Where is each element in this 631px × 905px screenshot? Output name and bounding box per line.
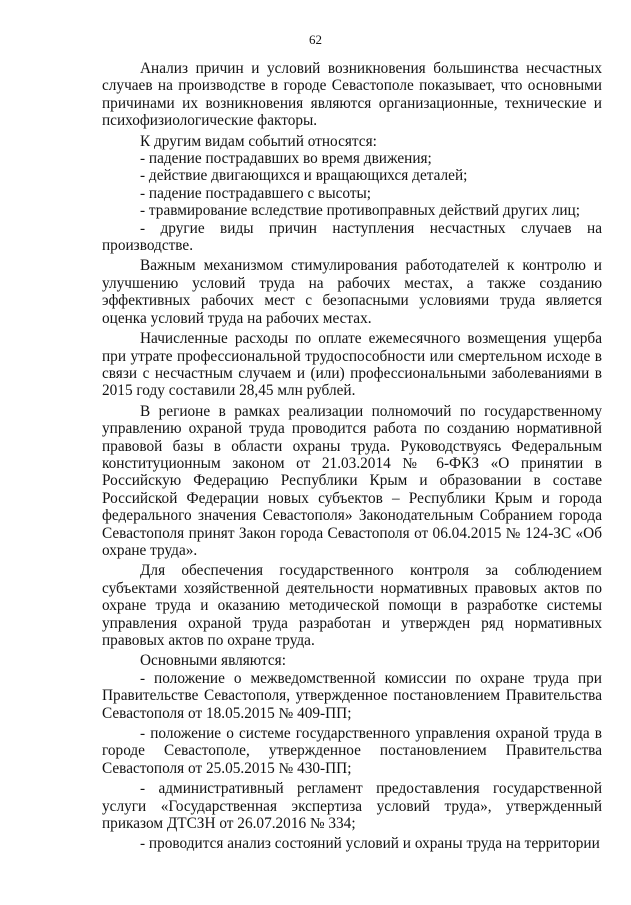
page-number: 62 <box>309 32 322 47</box>
list-item: - административный регламент предоставления государственной услуги «Государственная экспертиза условий труда», утвержденный приказом ДТСЗН от 26.07.2016 № 334; <box>102 780 602 833</box>
paragraph: Основными являются: <box>140 652 286 670</box>
list-item: - действие двигающихся и вращающихся деталей; <box>140 167 468 185</box>
document-body <box>102 60 602 853</box>
paragraph: В регионе в рамках реализации полномочий по государственному управлению охраной труда проводится работа по созданию нормативной правовой базы в области охраны труда. Руководствуясь Федеральным конституционным законом от 21.03.2014 № 6-ФКЗ «О принятии в Российскую Федерацию Республики Крым и образовании в составе Российской Федерации новых субъектов – Республики Крым и города федерального значения Севастополя» Законодательным Собранием города Севастополя принят Закон города Севастополя от 06.04.2015 № 124-ЗС «Об охране труда». <box>102 402 602 559</box>
paragraph: Анализ причин и условий возникновения большинства несчастных случаев на производстве в городе Севастополе показывает, что основными причинами их возникновения являются организационные, технические и психофизиологические факторы. <box>102 60 602 130</box>
list-item: - другие виды причин наступления несчастных случаев на производстве. <box>102 219 602 255</box>
paragraph: К другим видам событий относятся: <box>140 132 377 150</box>
list-item: - травмирование вследствие противоправных действий других лиц; <box>140 202 580 220</box>
paragraph: Для обеспечения государственного контроля за соблюдением субъектами хозяйственной деятельности нормативных правовых актов по охране труда и оказанию методической помощи в разработке системы управления охраной труда разработан и утвержден ряд нормативных правовых актов по охране труда. <box>102 562 602 649</box>
list-item: - падение пострадавшего с высоты; <box>140 184 372 202</box>
list-item: - проводится анализ состояний условий и охраны труда на территории <box>140 835 600 853</box>
paragraph: Начисленные расходы по оплате ежемесячного возмещения ущерба при утрате профессиональной трудоспособности или смертельном исходе в связи с несчастным случаем и (или) профессиональными заболеваниями в 2015 году составили 28,45 млн рублей. <box>102 330 602 400</box>
paragraph: Важным механизмом стимулирования работодателей к контролю и улучшению условий труда на рабочих местах, а также созданию эффективных рабочих мест с безопасными условиями труда является оценка условий труда на рабочих местах. <box>102 257 602 327</box>
list-item: - положение о межведомственной комиссии по охране труда при Правительстве Севастополя, утвержденное постановлением Правительства Севастополя от 18.05.2015 № 409-ПП; <box>102 669 602 722</box>
list-item: - падение пострадавших во время движения; <box>140 150 432 168</box>
list-item: - положение о системе государственного управления охраной труда в городе Севастополе, утвержденное постановлением Правительства Севастополя от 25.05.2015 № 430-ПП; <box>102 725 602 777</box>
